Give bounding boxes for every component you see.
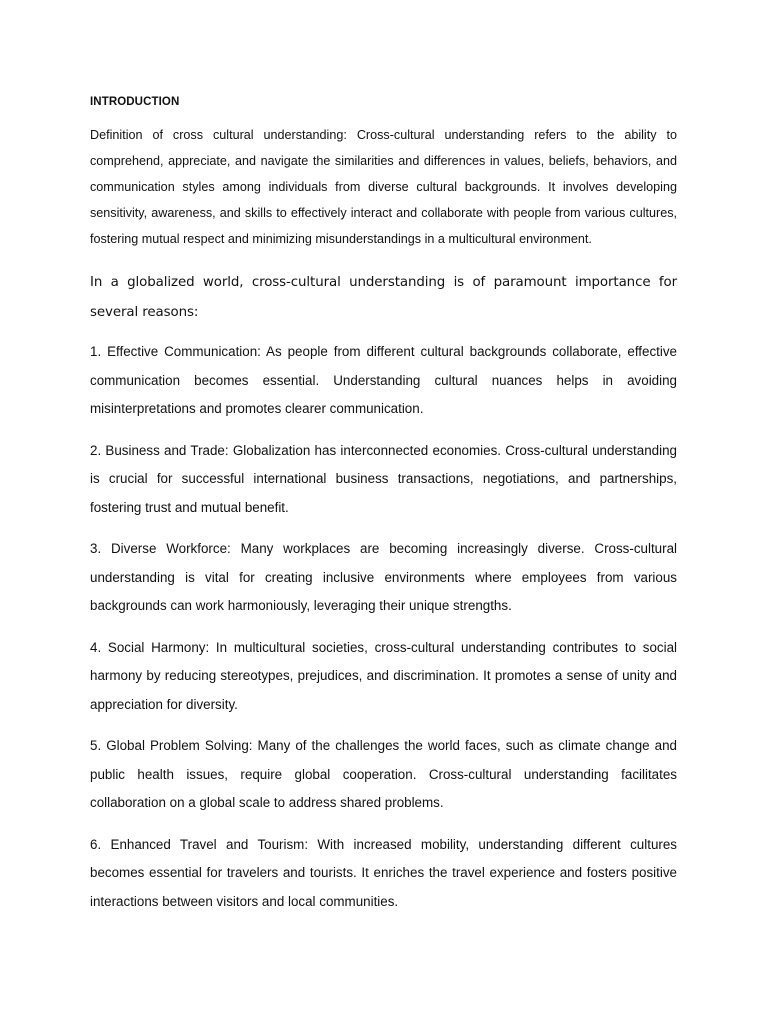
section-heading: INTRODUCTION bbox=[90, 96, 180, 108]
list-item: 3. Diverse Workforce: Many workplaces are becoming increasingly diverse. Cross-cultural understanding is vital for creating inclusive environments where employees from various backgrounds can work harmoniously, leveraging their unique strengths. bbox=[90, 541, 677, 613]
list-item: 6. Enhanced Travel and Tourism: With increased mobility, understanding different cultures becomes essential for travelers and tourists. It enriches the travel experience and fosters positive interactions between visitors and local communities. bbox=[90, 836, 677, 909]
definition-paragraph: Definition of cross cultural understanding: Cross-cultural understanding refers to the ability to comprehend, appreciate, and navigate the similarities and differences in values, beliefs, behaviors, and communication styles among individuals from diverse cultural backgrounds. It involves developing sensitivity, awareness, and skills to effectively interact and collaborate with people from various cultures, fostering mutual respect and minimizing misunderstandings in a multicultural environment. bbox=[90, 128, 677, 246]
document-page bbox=[90, 92, 677, 929]
list-item: 4. Social Harmony: In multicultural societies, cross-cultural understanding contributes to social harmony by reducing stereotypes, prejudices, and discrimination. It promotes a sense of unity and appreciation for diversity. bbox=[90, 639, 677, 712]
list-item: 1. Effective Communication: As people from different cultural backgrounds collaborate, effective communication becomes essential. Understanding cultural nuances helps in avoiding misinterpretations and promotes clearer communication. bbox=[90, 344, 677, 416]
list-item: 5. Global Problem Solving: Many of the challenges the world faces, such as climate change and public health issues, require global cooperation. Cross-cultural understanding facilitates collaboration on a global scale to address shared problems. bbox=[90, 738, 677, 810]
reasons-subheading: In a globalized world, cross-cultural understanding is of paramount importance for several reasons: bbox=[90, 275, 677, 320]
list-item: 2. Business and Trade: Globalization has interconnected economies. Cross-cultural understanding is crucial for successful international business transactions, negotiations, and partnerships, fostering trust and mutual benefit. bbox=[90, 442, 677, 515]
